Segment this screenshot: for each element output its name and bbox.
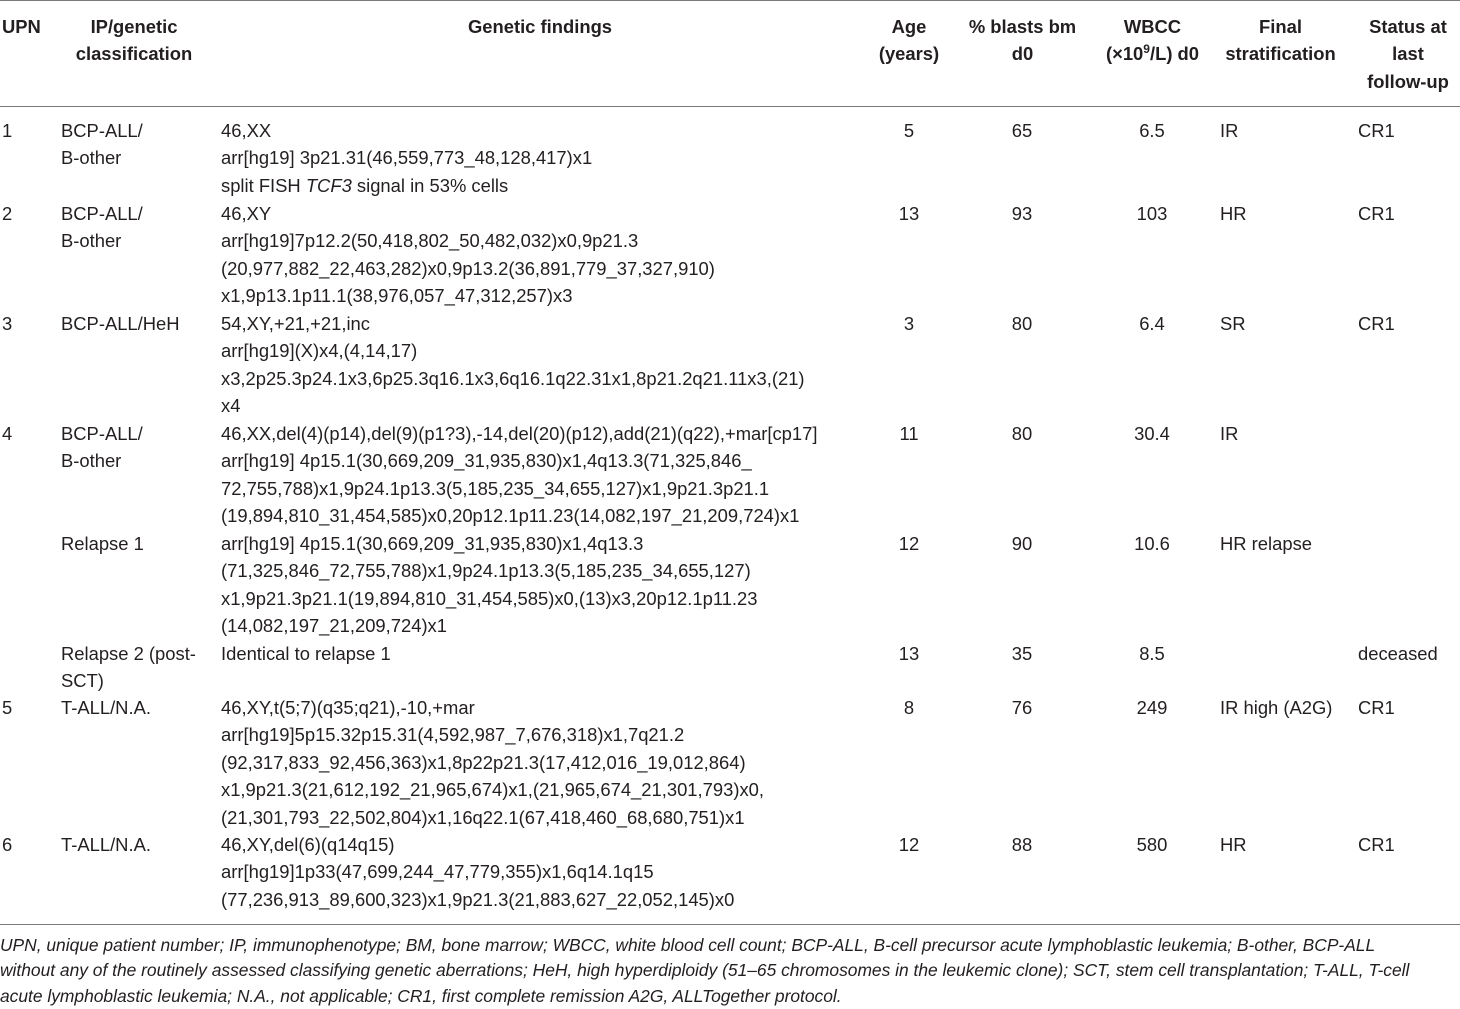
row3-genetic: 54,XY,+21,+21,inc arr[hg19](X)x4,(4,14,17) x3,2p25.3p24.1x3,6p25.3q16.1x3,6q16.1q22.31x1,8p21.2q21.11x3,(21) x4 xyxy=(221,313,805,417)
row6-ip: T-ALL/N.A. xyxy=(61,834,151,855)
row6-upn: 6 xyxy=(2,834,13,855)
row5-age: 8 xyxy=(903,697,915,718)
row1-upn: 1 xyxy=(2,120,13,141)
header-wbcc-sup: 9 xyxy=(1143,42,1150,57)
header-ip: IP/genetic classification xyxy=(75,16,193,65)
row3-age: 3 xyxy=(903,313,915,334)
row6-blasts: 88 xyxy=(1011,834,1033,855)
row4-upn: 4 xyxy=(2,423,13,444)
relapse1-genetic: arr[hg19] 4p15.1(30,669,209_31,935,830)x1,4q13.3 (71,325,846_72,755,788)x1,9p24.1p13.3(5,185,235_34,655,127) x1,9p21.3p21.1(19,894,810_31,454,585)x0,(13)x3,20p12.1p11.23 (14,082,197_21,209,724)x1 xyxy=(221,533,758,637)
header-wbcc-pre: WBCC (×10 xyxy=(1105,16,1182,65)
header-status: Status at last follow-up xyxy=(1367,16,1449,92)
relapse2-status: deceased xyxy=(1358,643,1438,664)
header-stratification: Final stratification xyxy=(1225,16,1336,65)
row3-wbcc: 6.4 xyxy=(1139,313,1165,334)
header-genetic: Genetic findings xyxy=(467,16,613,37)
row4-wbcc: 30.4 xyxy=(1134,423,1170,444)
row5-status: CR1 xyxy=(1358,697,1395,718)
row5-genetic: 46,XY,t(5;7)(q35;q21),-10,+mar arr[hg19]5p15.32p15.31(4,592,987_7,676,318)x1,7q21.2 (92,317,833_92,456,363)x1,8p22p21.3(17,412,016_19,012,864) x1,9p21.3(21,612,192_21,965,674)x1,(21,965,674_21,301,793)x0, (21,301,793_22,502,804)x1,16q22.1(67,418,460_68,680,751)x1 xyxy=(221,697,764,828)
relapse1-age: 12 xyxy=(898,533,920,554)
row1-blasts: 65 xyxy=(1011,120,1033,141)
bottom-rule xyxy=(0,924,1460,925)
relapse2-wbcc: 8.5 xyxy=(1139,643,1165,664)
row2-wbcc: 103 xyxy=(1136,203,1168,224)
row1-stratification: IR xyxy=(1220,120,1239,141)
row5-stratification: IR high (A2G) xyxy=(1220,697,1333,718)
row1-genetic-line1: 46,XX xyxy=(221,120,272,141)
row1-fish-post: signal in 53% cells xyxy=(351,174,509,196)
relapse2-blasts: 35 xyxy=(1011,643,1033,664)
row4-genetic: 46,XX,del(4)(p14),del(9)(p1?3),-14,del(20)(p12),add(21)(q22),+mar[cp17] arr[hg19] 4p15.1(30,669,209_31,935,830)x1,4q13.3(71,325,846_ 72,755,788)x1,9p24.1p13.3(5,185,235_34,655,127)x1,9p21.3p21.1 (19,894,810_31,454,585)x0,20p12.1p11.23(14,082,197_21,209,724)x1 xyxy=(221,423,818,527)
row3-blasts: 80 xyxy=(1011,313,1033,334)
row1-genetic-line2: arr[hg19] 3p21.31(46,559,773_48,128,417)x1 xyxy=(221,147,593,169)
row3-stratification: SR xyxy=(1220,313,1246,334)
row4-stratification: IR xyxy=(1220,423,1239,444)
row3-status: CR1 xyxy=(1358,313,1395,334)
row1-fish-gene: TCF3 xyxy=(305,174,352,196)
row3-upn: 3 xyxy=(2,313,13,334)
header-upn: UPN xyxy=(2,16,41,37)
row1-wbcc: 6.5 xyxy=(1139,120,1165,141)
row6-stratification: HR xyxy=(1220,834,1247,855)
row5-ip: T-ALL/N.A. xyxy=(61,697,151,718)
row1-fish-pre: split FISH xyxy=(221,174,306,196)
row1-age: 5 xyxy=(903,120,915,141)
relapse2-label: Relapse 2 (post- SCT) xyxy=(61,643,196,692)
row2-upn: 2 xyxy=(2,203,13,224)
relapse1-wbcc: 10.6 xyxy=(1134,533,1170,554)
row2-stratification: HR xyxy=(1220,203,1247,224)
header-wbcc-post: /L) d0 xyxy=(1149,43,1200,65)
row2-age: 13 xyxy=(898,203,920,224)
relapse1-stratification: HR relapse xyxy=(1220,533,1312,554)
relapse2-age: 13 xyxy=(898,643,920,664)
row6-status: CR1 xyxy=(1358,834,1395,855)
row4-age: 11 xyxy=(899,423,919,444)
row5-upn: 5 xyxy=(2,697,13,718)
row3-ip: BCP-ALL/HeH xyxy=(61,313,180,334)
row2-blasts: 93 xyxy=(1011,203,1033,224)
row6-age: 12 xyxy=(898,834,920,855)
row4-ip: BCP-ALL/ B-other xyxy=(61,423,143,472)
row2-ip: BCP-ALL/ B-other xyxy=(61,203,143,252)
row1-genetic xyxy=(221,117,592,199)
header-blasts: % blasts bm d0 xyxy=(968,16,1077,65)
row4-blasts: 80 xyxy=(1011,423,1033,444)
row1-ip: BCP-ALL/ B-other xyxy=(61,120,143,169)
table-footnote: UPN, unique patient number; IP, immunophenotype; BM, bone marrow; WBCC, white blood cell count; BCP-ALL, B-cell precursor acute lymphoblastic leukemia; B-other, BCP-ALL without any of the routinely assessed classifying genetic aberrations; HeH, high hyperdiploidy (51–65 chromosomes in the leukemic clone); SCT, stem cell transplantation; T-ALL, T-cell acute lymphoblastic leukemia; N.A., not applicable; CR1, first complete remission A2G, ALLTogether protocol. xyxy=(0,935,1410,1006)
row6-wbcc: 580 xyxy=(1136,834,1168,855)
header-age: Age (years) xyxy=(878,16,940,65)
header-wbcc xyxy=(1095,13,1210,68)
row2-status: CR1 xyxy=(1358,203,1395,224)
header-rule xyxy=(0,106,1460,107)
row5-blasts: 76 xyxy=(1011,697,1033,718)
relapse1-blasts: 90 xyxy=(1011,533,1033,554)
relapse1-label: Relapse 1 xyxy=(61,533,144,554)
row1-status: CR1 xyxy=(1358,120,1395,141)
row5-wbcc: 249 xyxy=(1136,697,1168,718)
relapse2-genetic: Identical to relapse 1 xyxy=(221,643,391,664)
top-rule xyxy=(0,0,1460,1)
row2-genetic: 46,XY arr[hg19]7p12.2(50,418,802_50,482,032)x0,9p21.3 (20,977,882_22,463,282)x0,9p13.2(36,891,779_37,327,910) x1,9p13.1p11.1(38,976,057_47,312,257)x3 xyxy=(221,203,715,307)
row6-genetic: 46,XY,del(6)(q14q15) arr[hg19]1p33(47,699,244_47,779,355)x1,6q14.1q15 (77,236,913_89,600,323)x1,9p21.3(21,883,627_22,052,145)x0 xyxy=(221,834,735,910)
